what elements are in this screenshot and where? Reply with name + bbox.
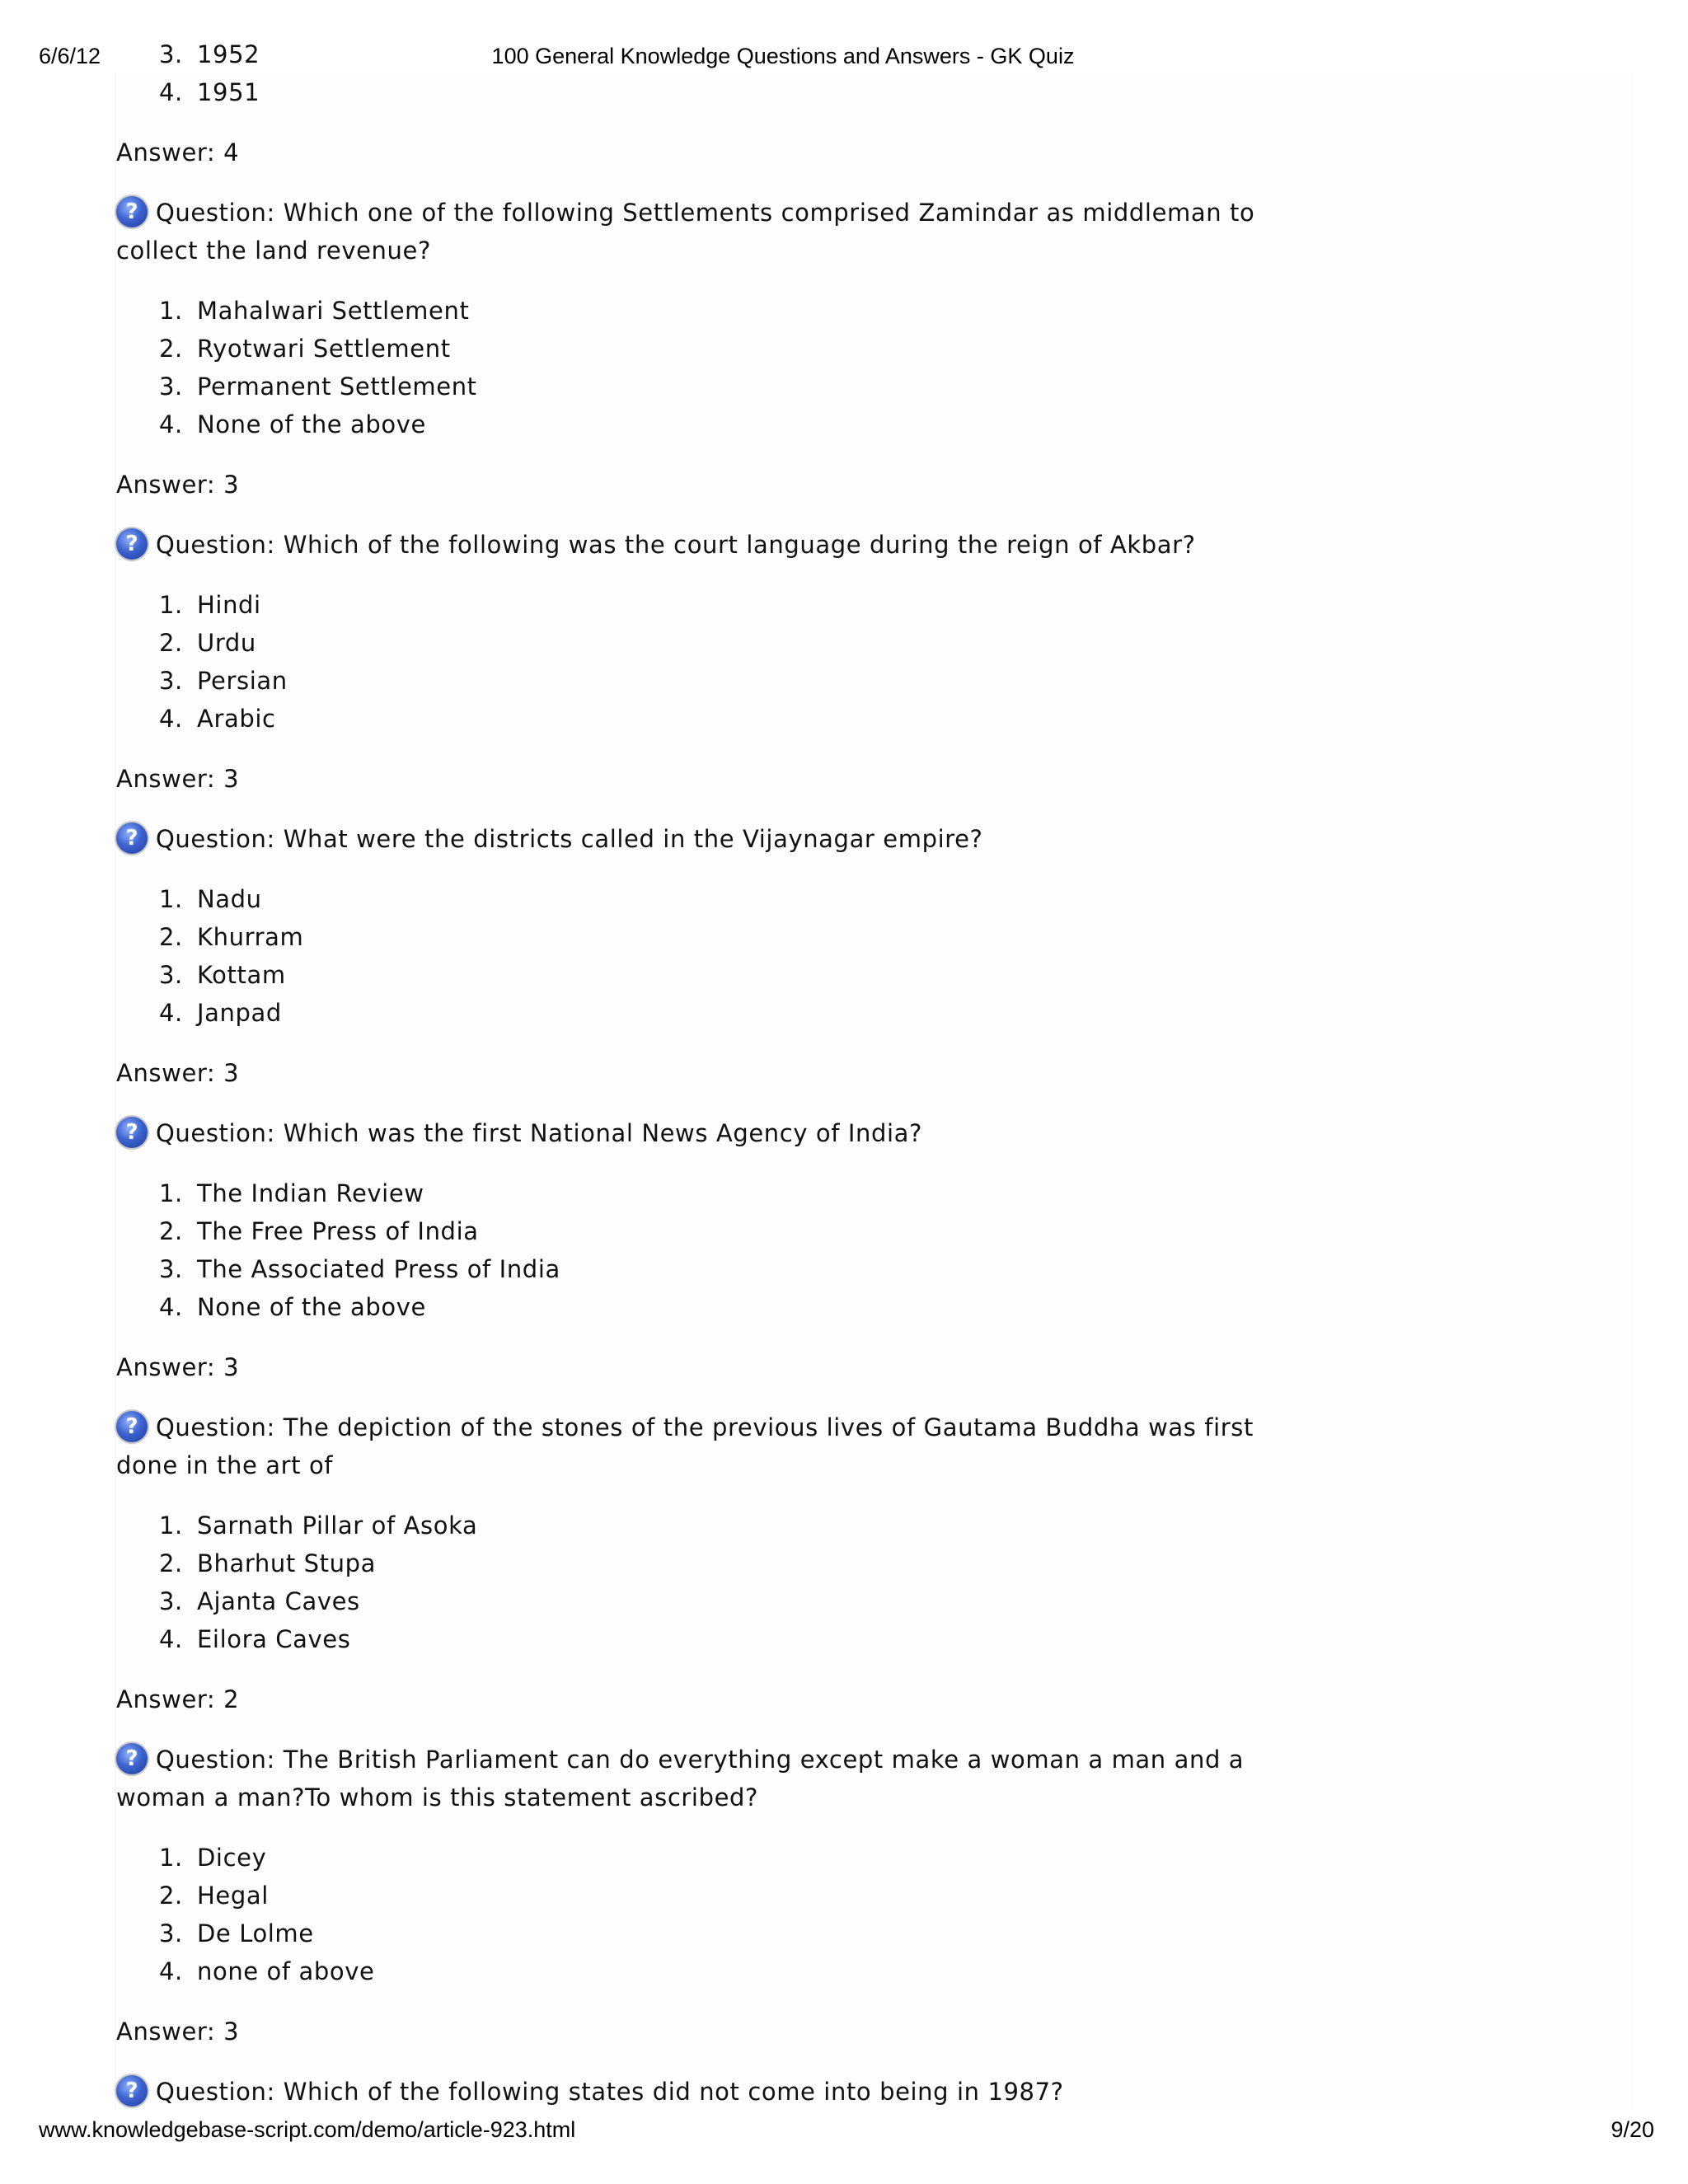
option-number: 2. [159,629,183,657]
question-list [116,194,1270,2050]
option-text: Bharhut Stupa [197,1549,376,1577]
option-number: 3. [159,961,183,989]
option-text: Janpad [197,999,282,1027]
answer: Answer: 2 [116,1685,240,1713]
option-number: 1. [159,1511,183,1540]
option-number: 2. [159,335,183,363]
option-text: The Free Press of India [197,1217,479,1245]
option-number: 3. [159,1587,183,1615]
option-number: 3. [159,667,183,695]
option-item [116,1877,1270,1915]
option-text: None of the above [197,1293,426,1321]
option-text: Nadu [197,885,262,913]
option-text: Dicey [197,1844,267,1872]
option-item [116,586,1270,624]
question [116,526,1270,564]
option-number: 4. [159,410,183,438]
option-text: The Associated Press of India [197,1255,560,1283]
question [116,1114,1270,1152]
options-list [116,292,1270,443]
clipped-question [116,2073,1270,2106]
option-item [116,1839,1270,1877]
answer: Answer: 3 [116,1353,240,1381]
question-icon: ? [116,823,148,854]
option-item [116,700,1270,738]
options-list [116,1839,1270,1990]
question [116,1408,1270,1484]
option-text: Eilora Caves [197,1625,351,1653]
option-text: none of above [197,1957,375,1985]
question [116,1741,1270,1816]
option-item [116,1582,1270,1620]
options-list [116,1507,1270,1658]
option-item [116,405,1270,443]
question-text: Question: Which was the first National News Agency of India? [156,1119,923,1147]
option-item [116,1952,1270,1990]
option-item [116,1288,1270,1326]
option-number: 1. [159,1844,183,1872]
option-number: 4. [159,705,183,733]
option-number: 2. [159,1882,183,1910]
option-text: Hindi [197,591,261,619]
answer: Answer: 4 [116,138,240,166]
question-text: Question: Which one of the following Settlements comprised Zamindar as middleman to collect the land revenue? [116,199,1255,265]
header-date: 6/6/12 [39,44,101,68]
option-item [116,1620,1270,1658]
option-item [116,1174,1270,1212]
option-text: Mahalwari Settlement [197,297,470,325]
question-icon: ? [116,196,148,227]
option-text: 1952 [197,40,260,68]
option-text: Ajanta Caves [197,1587,360,1615]
question-text: Question: The depiction of the stones of the previous lives of Gautama Buddha was first done in the art of [116,1413,1254,1479]
option-number: 3. [159,1919,183,1947]
option-number: 1. [159,297,183,325]
option-item [116,292,1270,330]
option-item [116,368,1270,405]
option-number: 4. [159,1293,183,1321]
option-item [116,1250,1270,1288]
question-block [116,820,1270,1092]
option-number: 1. [159,885,183,913]
answer: Answer: 3 [116,471,240,499]
question-text: Question: The British Parliament can do everything except make a woman a man and a woman a man?To whom is this statement ascribed? [116,1746,1245,1811]
option-number: 3. [159,373,183,401]
option-item [116,1915,1270,1952]
option-text: Sarnath Pillar of Asoka [197,1511,478,1540]
option-text: Persian [197,667,288,695]
options-list [116,880,1270,1032]
option-item [116,880,1270,918]
option-text: Kottam [197,961,286,989]
option-item [116,1544,1270,1582]
answer: Answer: 3 [116,2018,240,2046]
question-icon: ? [116,2075,148,2107]
partial-options-list [116,35,1270,111]
footer-url[interactable]: www.knowledgebase-script.com/demo/article-923.html [39,2117,576,2142]
option-item [116,73,1270,111]
question [116,2073,1270,2106]
options-list [116,1174,1270,1326]
article-body [116,35,1270,2115]
option-text: Hegal [197,1882,269,1910]
option-number: 2. [159,1217,183,1245]
question-block [116,1741,1270,2050]
question-text: Question: Which of the following states did not come into being in 1987? [156,2078,1064,2106]
option-number: 2. [159,1549,183,1577]
question-block [116,526,1270,798]
question [116,820,1270,858]
option-item [116,1212,1270,1250]
option-number: 4. [159,999,183,1027]
option-text: None of the above [197,410,426,438]
option-item [116,624,1270,662]
question-text: Question: What were the districts called in the Vijaynagar empire? [156,825,983,853]
options-list [116,586,1270,738]
question-block [116,194,1270,504]
question-icon: ? [116,1411,148,1442]
option-text: 1951 [197,78,260,106]
option-number: 2. [159,923,183,951]
option-text: Arabic [197,705,276,733]
question-icon: ? [116,528,148,560]
header-title: 100 General Knowledge Questions and Answers - GK Quiz [491,44,1075,68]
question [116,194,1270,269]
option-item [116,994,1270,1032]
answer: Answer: 3 [116,765,240,793]
option-number: 1. [159,1179,183,1207]
option-item [116,956,1270,994]
option-number: 4. [159,1625,183,1653]
option-text: Urdu [197,629,256,657]
option-item [116,330,1270,368]
question-icon: ? [116,1117,148,1148]
option-text: Khurram [197,923,304,951]
option-text: Permanent Settlement [197,373,477,401]
option-text: Ryotwari Settlement [197,335,451,363]
question-text: Question: Which of the following was the court language during the reign of Akbar? [156,531,1196,559]
option-number: 3. [159,40,183,68]
option-item [116,918,1270,956]
option-item [116,1507,1270,1544]
option-number: 4. [159,78,183,106]
question-block [116,1114,1270,1386]
option-item [116,662,1270,700]
option-number: 4. [159,1957,183,1985]
option-text: De Lolme [197,1919,314,1947]
answer: Answer: 3 [116,1059,240,1087]
question-block [116,1408,1270,1718]
question-icon: ? [116,1743,148,1774]
option-number: 3. [159,1255,183,1283]
option-number: 1. [159,591,183,619]
page-number: 9/20 [1611,2117,1654,2142]
option-text: The Indian Review [197,1179,424,1207]
option-item [116,35,1270,73]
